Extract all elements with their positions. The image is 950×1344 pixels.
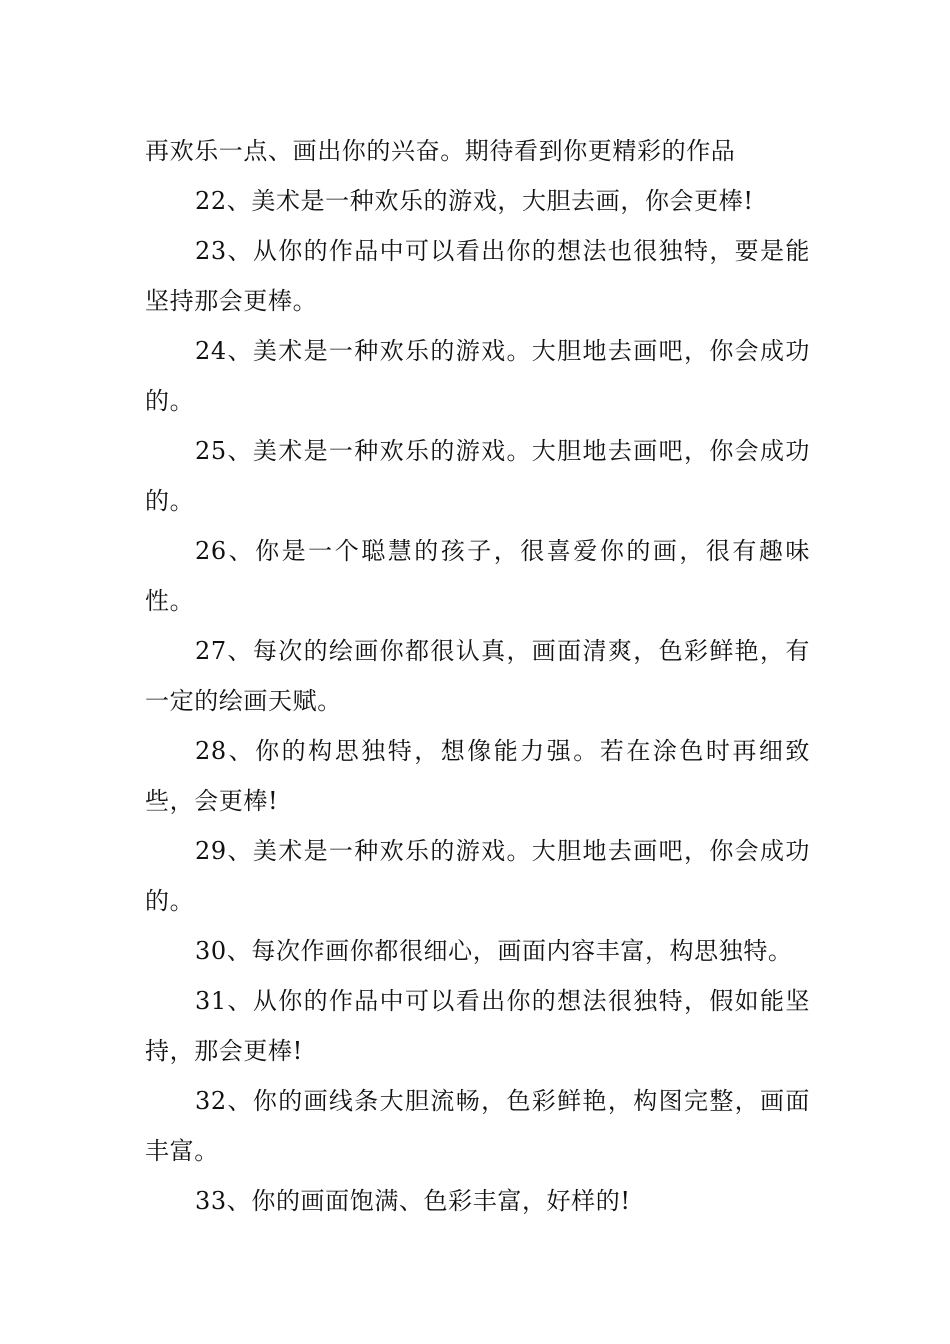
paragraph-item-29: 29、美术是一种欢乐的游戏。大胆地去画吧，你会成功的。	[145, 837, 810, 915]
paragraph-item-28: 28、你的构思独特，想像能力强。若在涂色时再细致些，会更棒!	[145, 737, 810, 815]
paragraph-item-27: 27、每次的绘画你都很认真，画面清爽，色彩鲜艳，有一定的绘画天赋。	[145, 637, 810, 715]
paragraph-item-26: 26、你是一个聪慧的孩子，很喜爱你的画，很有趣味性。	[145, 537, 810, 615]
paragraph-item-24: 24、美术是一种欢乐的游戏。大胆地去画吧，你会成功的。	[145, 337, 810, 415]
paragraph-item-25: 25、美术是一种欢乐的游戏。大胆地去画吧，你会成功的。	[145, 437, 810, 515]
document-body	[145, 126, 810, 1226]
paragraph-item-22: 22、美术是一种欢乐的游戏，大胆去画，你会更棒!	[195, 187, 754, 215]
paragraph-item-23: 23、从你的作品中可以看出你的想法也很独特，要是能坚持那会更棒。	[145, 237, 810, 315]
paragraph-item-31: 31、从你的作品中可以看出你的想法很独特，假如能坚持，那会更棒!	[145, 987, 810, 1065]
paragraph-continuation: 再欢乐一点、画出你的兴奋。期待看到你更精彩的作品	[145, 137, 736, 165]
paragraph-item-30: 30、每次作画你都很细心，画面内容丰富，构思独特。	[195, 937, 793, 965]
paragraph-item-33: 33、你的画面饱满、色彩丰富，好样的!	[195, 1187, 631, 1215]
paragraph-item-32: 32、你的画线条大胆流畅，色彩鲜艳，构图完整，画面丰富。	[145, 1087, 810, 1165]
